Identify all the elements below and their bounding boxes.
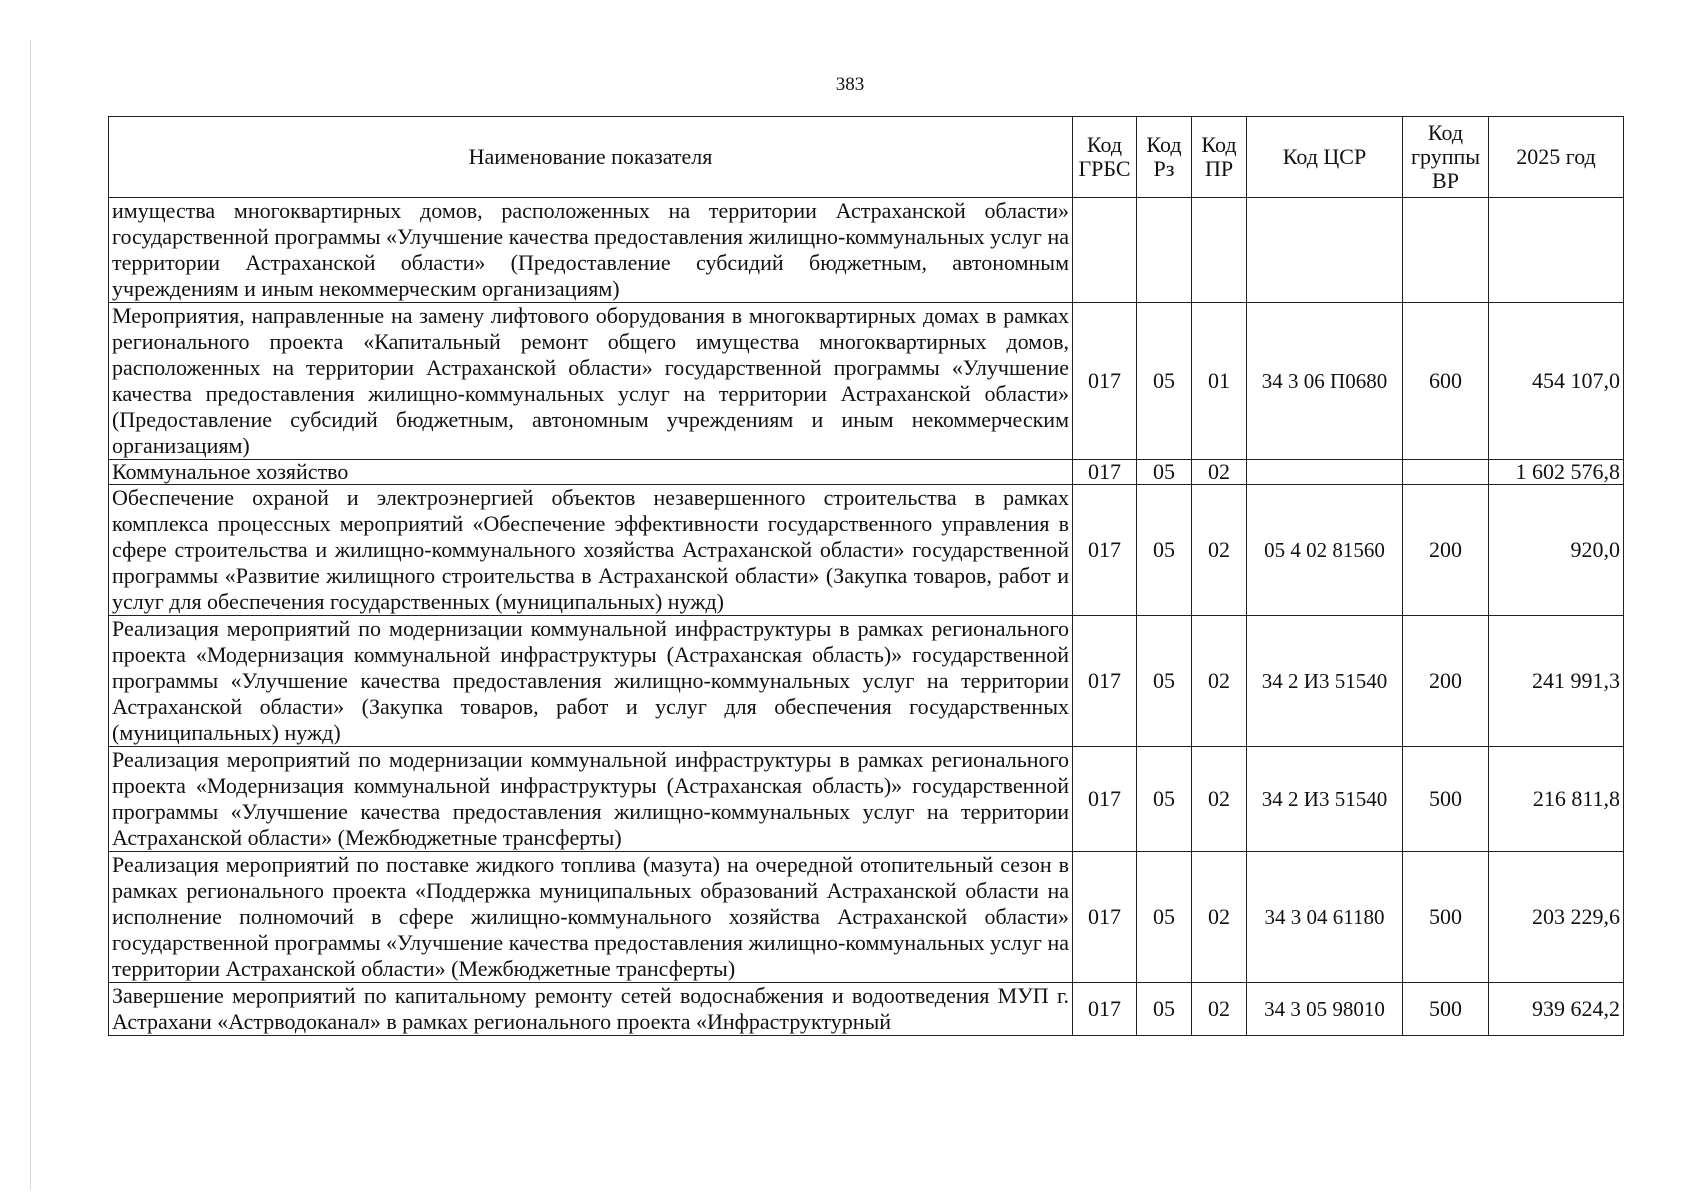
row-name: имущества многоквартирных домов, расположенных на территории Астраханской области» государственной программы «Улучшение качества предоставления жилищно-коммунальных услуг на территории Астраханской области» (Предоставление субсидий бюджетным, автономным учреждениям и иным некоммерческим организациям) [109, 198, 1073, 303]
row-rz: 05 [1137, 852, 1192, 983]
row-amount: 920,0 [1489, 485, 1624, 616]
row-rz: 05 [1137, 747, 1192, 852]
table-row [109, 460, 1624, 485]
header-pr: Код ПР [1192, 117, 1247, 198]
row-amount: 216 811,8 [1489, 747, 1624, 852]
row-pr: 02 [1192, 852, 1247, 983]
header-year: 2025 год [1489, 117, 1624, 198]
table-row [109, 485, 1624, 616]
table-row [109, 852, 1624, 983]
table-header-row [109, 117, 1624, 198]
row-vr: 500 [1403, 852, 1489, 983]
table-row [109, 747, 1624, 852]
row-pr: 02 [1192, 485, 1247, 616]
row-name: Мероприятия, направленные на замену лифтового оборудования в многоквартирных домах в рамках регионального проекта «Капитальный ремонт общего имущества многоквартирных домов, расположенных на территории Астраханской области» государственной программы «Улучшение качества предоставления жилищно-коммунальных услуг на территории Астраханской области» (Предоставление субсидий бюджетным, автономным учреждениям и иным некоммерческим организациям) [109, 303, 1073, 460]
row-amount: 1 602 576,8 [1489, 460, 1624, 485]
row-grbs: 017 [1073, 983, 1137, 1036]
row-grbs [1073, 198, 1137, 303]
row-csr: 34 3 06 П0680 [1247, 303, 1403, 460]
row-grbs: 017 [1073, 303, 1137, 460]
table-row [109, 983, 1624, 1036]
header-name: Наименование показателя [109, 117, 1073, 198]
row-amount: 939 624,2 [1489, 983, 1624, 1036]
row-name: Завершение мероприятий по капитальному ремонту сетей водоснабжения и водоотведения МУП г. Астрахани «Астрводоканал» в рамках регионального проекта «Инфраструктурный [109, 983, 1073, 1036]
row-rz [1137, 198, 1192, 303]
row-name: Обеспечение охраной и электроэнергией объектов незавершенного строительства в рамках комплекса процессных мероприятий «Обеспечение эффективности государственного управления в сфере строительства и жилищно-коммунального хозяйства Астраханской области» государственной программы «Развитие жилищного строительства в Астраханской области» (Закупка товаров, работ и услуг для обеспечения государственных (муниципальных) нужд) [109, 485, 1073, 616]
scan-margin-line [30, 40, 31, 1190]
row-csr [1247, 198, 1403, 303]
row-rz: 05 [1137, 485, 1192, 616]
header-grbs: Код ГРБС [1073, 117, 1137, 198]
row-vr [1403, 198, 1489, 303]
table-row [109, 616, 1624, 747]
row-vr: 600 [1403, 303, 1489, 460]
table-row [109, 198, 1624, 303]
row-rz: 05 [1137, 460, 1192, 485]
row-csr: 05 4 02 81560 [1247, 485, 1403, 616]
row-pr [1192, 198, 1247, 303]
row-grbs: 017 [1073, 852, 1137, 983]
table-row [109, 303, 1624, 460]
row-csr: 34 2 И3 51540 [1247, 747, 1403, 852]
row-vr: 500 [1403, 983, 1489, 1036]
row-vr: 200 [1403, 485, 1489, 616]
page-number: 383 [835, 74, 865, 95]
row-rz: 05 [1137, 616, 1192, 747]
row-csr [1247, 460, 1403, 485]
row-rz: 05 [1137, 983, 1192, 1036]
row-amount: 454 107,0 [1489, 303, 1624, 460]
row-amount: 203 229,6 [1489, 852, 1624, 983]
row-vr: 500 [1403, 747, 1489, 852]
row-vr: 200 [1403, 616, 1489, 747]
row-name: Реализация мероприятий по модернизации коммунальной инфраструктуры в рамках регионального проекта «Модернизация коммунальной инфраструктуры (Астраханская область)» государственной программы «Улучшение качества предоставления жилищно-коммунальных услуг на территории Астраханской области» (Межбюджетные трансферты) [109, 747, 1073, 852]
row-pr: 02 [1192, 747, 1247, 852]
header-vr: Код группы ВР [1403, 117, 1489, 198]
row-grbs: 017 [1073, 485, 1137, 616]
row-grbs: 017 [1073, 616, 1137, 747]
row-csr: 34 3 04 61180 [1247, 852, 1403, 983]
row-pr: 02 [1192, 616, 1247, 747]
row-rz: 05 [1137, 303, 1192, 460]
header-rz: Код Рз [1137, 117, 1192, 198]
row-amount: 241 991,3 [1489, 616, 1624, 747]
budget-table [108, 116, 1624, 1036]
row-pr: 02 [1192, 983, 1247, 1036]
row-name: Коммунальное хозяйство [109, 460, 1073, 485]
row-grbs: 017 [1073, 460, 1137, 485]
row-name: Реализация мероприятий по модернизации коммунальной инфраструктуры в рамках регионального проекта «Модернизация коммунальной инфраструктуры (Астраханская область)» государственной программы «Улучшение качества предоставления жилищно-коммунальных услуг на территории Астраханской области» (Закупка товаров, работ и услуг для обеспечения государственных (муниципальных) нужд) [109, 616, 1073, 747]
row-csr: 34 2 И3 51540 [1247, 616, 1403, 747]
row-name: Реализация мероприятий по поставке жидкого топлива (мазута) на очередной отопительный сезон в рамках регионального проекта «Поддержка муниципальных образований Астраханской области на исполнение полномочий в сфере жилищно-коммунального хозяйства Астраханской области» государственной программы «Улучшение качества предоставления жилищно-коммунальных услуг на территории Астраханской области» (Межбюджетные трансферты) [109, 852, 1073, 983]
row-vr [1403, 460, 1489, 485]
row-grbs: 017 [1073, 747, 1137, 852]
row-pr: 02 [1192, 460, 1247, 485]
row-pr: 01 [1192, 303, 1247, 460]
header-csr: Код ЦСР [1247, 117, 1403, 198]
row-csr: 34 3 05 98010 [1247, 983, 1403, 1036]
row-amount [1489, 198, 1624, 303]
